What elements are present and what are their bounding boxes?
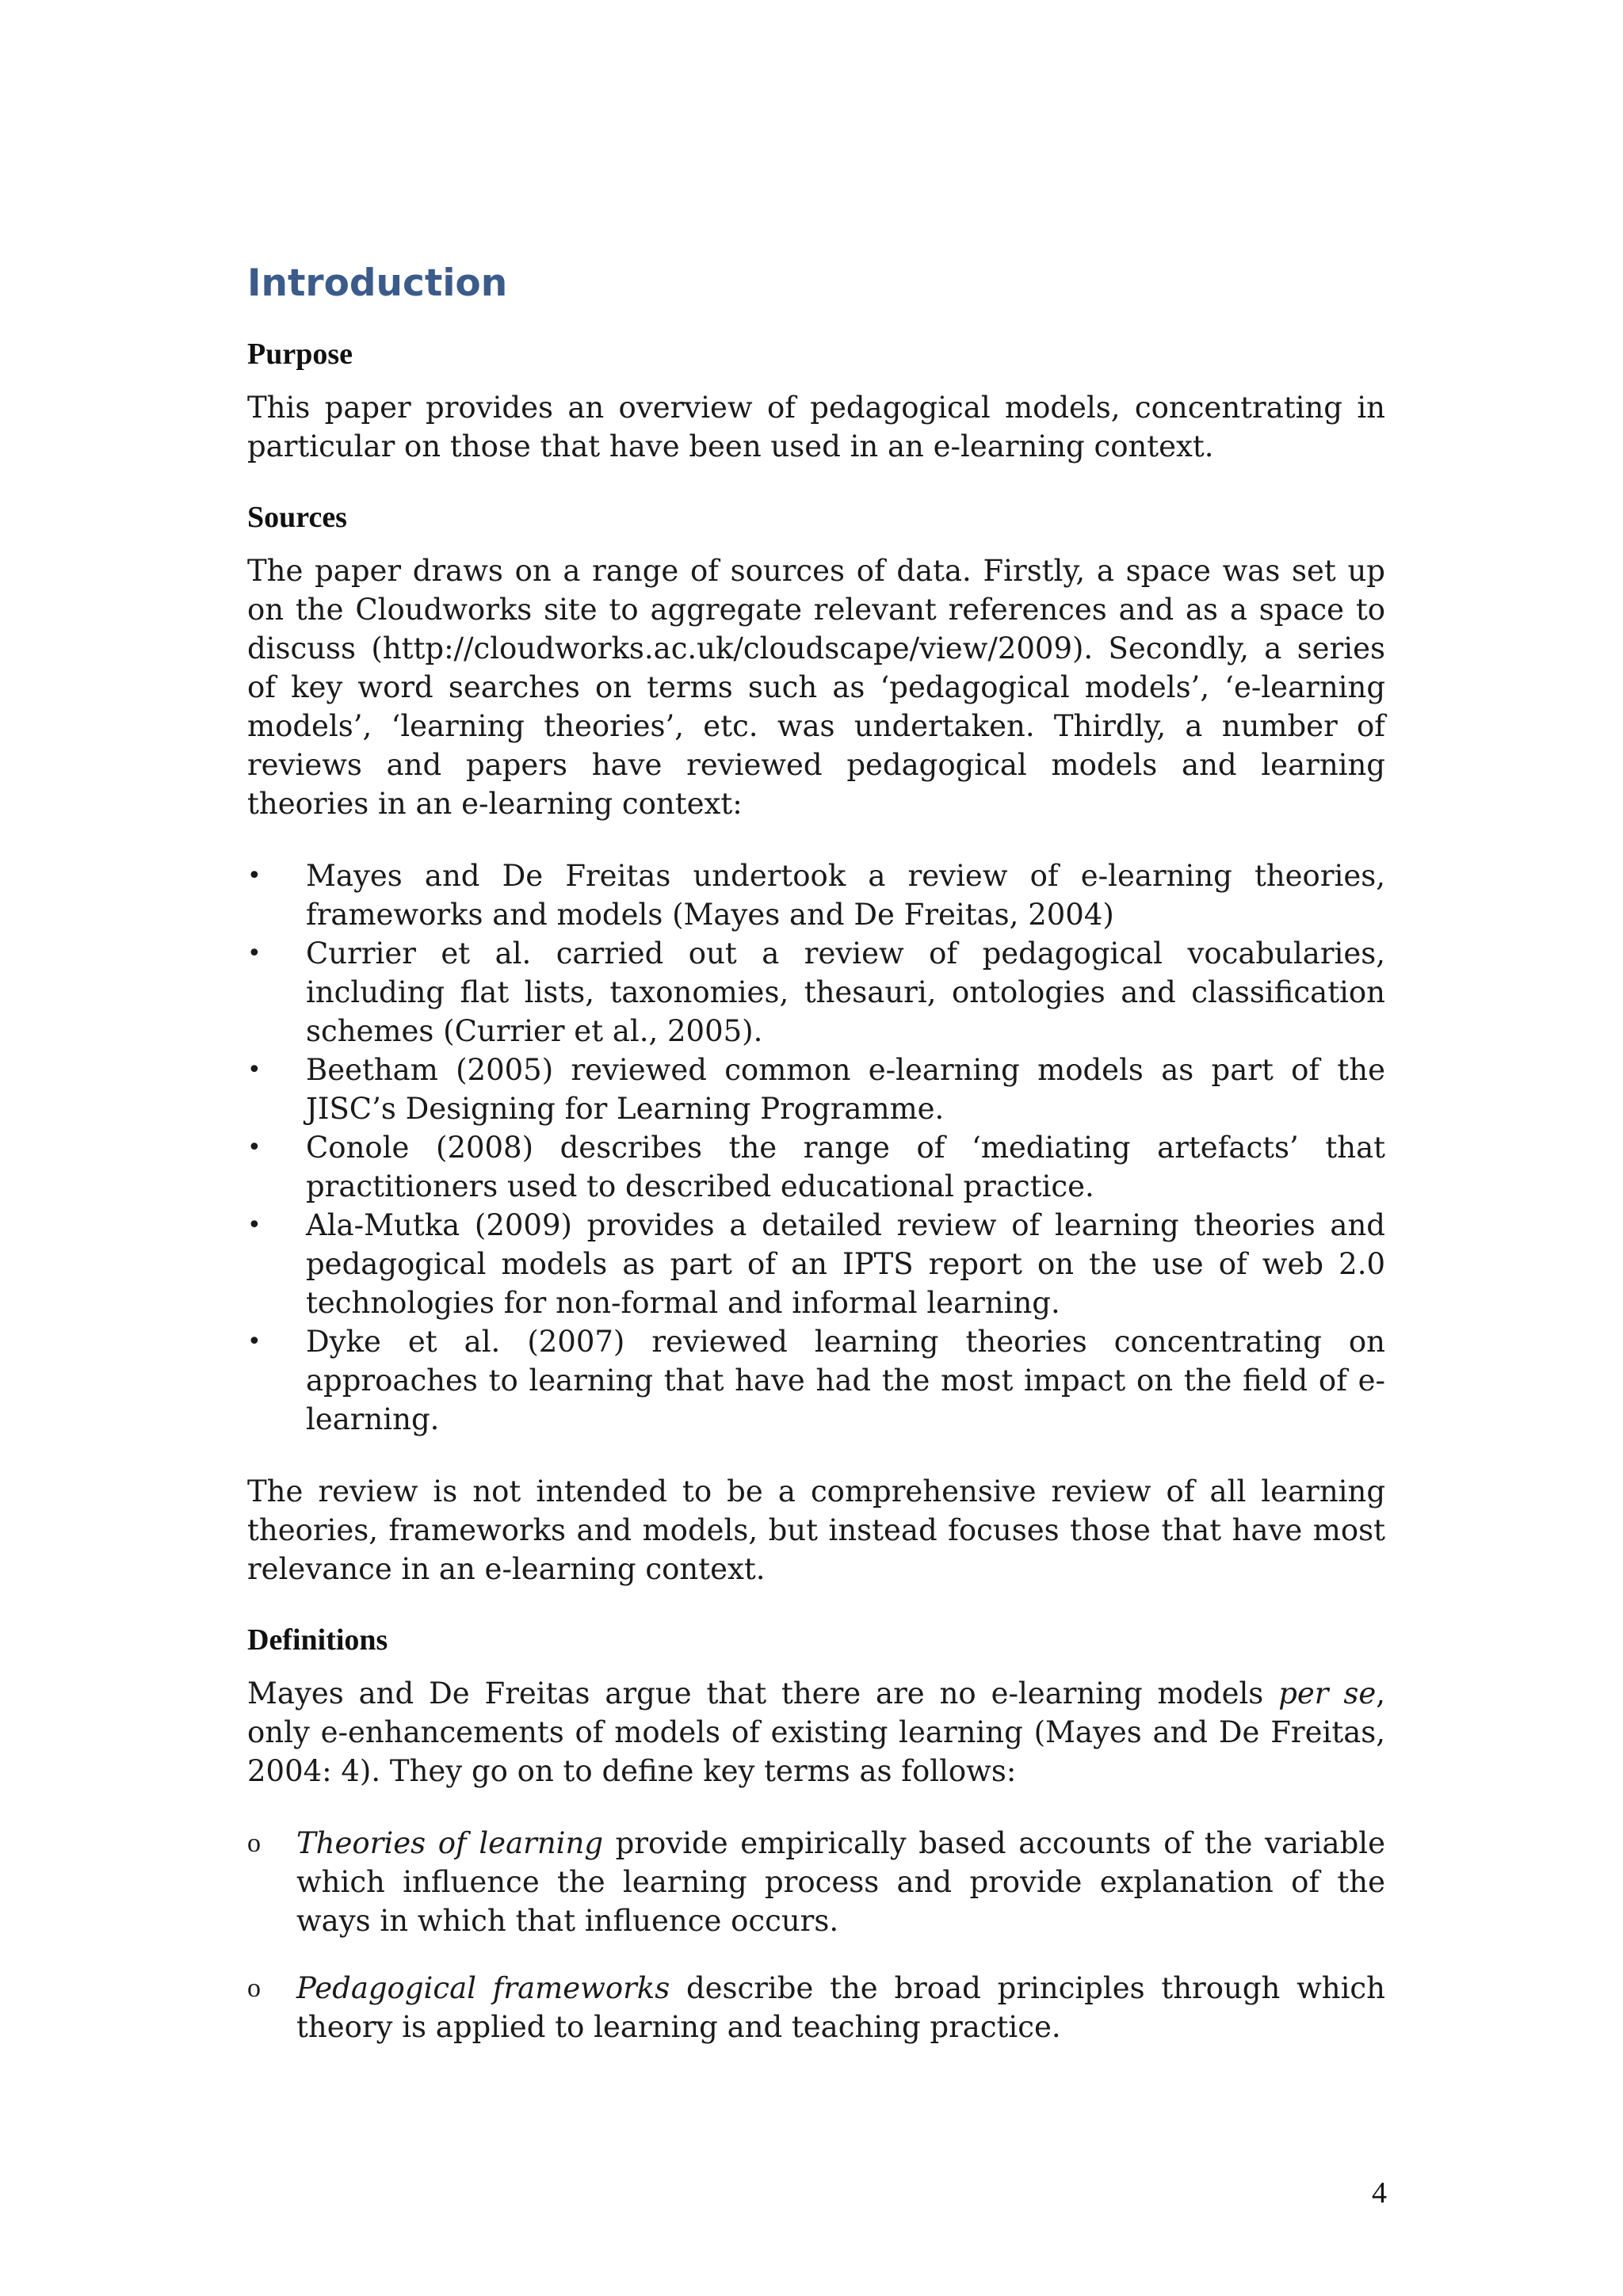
purpose-paragraph: This paper provides an overview of pedagogical models, concentrating in particular on those that have been used in an e-learning context. xyxy=(247,391,1385,463)
list-item xyxy=(247,934,1385,1051)
list-item-text: Currier et al. carried out a review of pedagogical vocabularies, including flat lists, taxonomies, thesauri, ontologies and classification schemes (Currier et al., 2005). xyxy=(306,936,1385,1048)
definition-item xyxy=(247,1969,1385,2046)
list-item xyxy=(247,1322,1385,1439)
list-item-text: Ala-Mutka (2009) provides a detailed review of learning theories and pedagogical models as part of an IPTS report on the use of web 2.0 technologies for non-formal and informal learning. xyxy=(306,1208,1385,1320)
definitions-paragraph xyxy=(247,1674,1385,1791)
bullet-icon: • xyxy=(247,1134,262,1161)
definitions-intro-italic: per se xyxy=(1278,1676,1377,1711)
page-number: 4 xyxy=(1372,2176,1387,2210)
list-item xyxy=(247,856,1385,934)
bullet-icon: • xyxy=(247,940,262,967)
circle-bullet-icon: o xyxy=(247,1829,261,1858)
definition-text: provide empirically based accounts of the variable which influence the learning process and provide explanation of the ways in which that influence occurs. xyxy=(296,1826,1386,1938)
bullet-icon: • xyxy=(247,862,262,890)
definitions-list xyxy=(247,1824,1385,2046)
definition-text: describe the broad principles through which theory is applied to learning and teaching practice. xyxy=(296,1971,1385,2044)
list-item xyxy=(247,1051,1385,1128)
circle-bullet-icon: o xyxy=(247,1974,261,2003)
bullet-icon: • xyxy=(247,1211,262,1239)
list-item xyxy=(247,1206,1385,1322)
section-title: Introduction xyxy=(247,261,508,305)
definitions-heading: Definitions xyxy=(247,1623,388,1657)
definition-term: Pedagogical frameworks xyxy=(296,1971,670,2005)
list-item-text: Beetham (2005) reviewed common e-learning models as part of the JISC’s Designing for Learning Programme. xyxy=(306,1053,1385,1126)
page-content xyxy=(247,260,1385,2075)
bullet-icon: • xyxy=(247,1328,262,1356)
sources-heading: Sources xyxy=(247,501,347,534)
list-item-text: Conole (2008) describes the range of ‘mediating artefacts’ that practitioners used to described educational practice. xyxy=(306,1131,1385,1203)
list-item xyxy=(247,1128,1385,1206)
list-item-text: Dyke et al. (2007) reviewed learning theories concentrating on approaches to learning that have had the most impact on the field of e-learning. xyxy=(306,1325,1385,1436)
definition-item xyxy=(247,1824,1385,1940)
purpose-heading: Purpose xyxy=(247,338,353,371)
sources-bullet-list xyxy=(247,856,1385,1439)
sources-closing-paragraph: The review is not intended to be a comprehensive review of all learning theories, frameworks and models, but instead focuses those that have most relevance in an e-learning context. xyxy=(247,1474,1385,1586)
definitions-intro-before: Mayes and De Freitas argue that there are no e-learning models xyxy=(247,1676,1279,1711)
definition-term: Theories of learning xyxy=(296,1826,604,1860)
list-item-text: Mayes and De Freitas undertook a review of e-learning theories, frameworks and models (Mayes and De Freitas, 2004) xyxy=(306,859,1385,932)
sources-paragraph: The paper draws on a range of sources of data. Firstly, a space was set up on the Cloudworks site to aggregate relevant references and as a space to discuss (http://cloudworks.ac.uk/cloudscape/view/2009). Secondly, a series of key word searches on terms such as ‘pedagogical models’, ‘e-learning models’, ‘learning theories’, etc. was undertaken. Thirdly, a number of reviews and papers have reviewed pedagogical models and learning theories in an e-learning context: xyxy=(247,554,1385,821)
bullet-icon: • xyxy=(247,1056,262,1084)
definitions-intro-after: , only e-enhancements of models of existing learning (Mayes and De Freitas, 2004: 4). They go on to define key terms as follows: xyxy=(247,1676,1385,1788)
